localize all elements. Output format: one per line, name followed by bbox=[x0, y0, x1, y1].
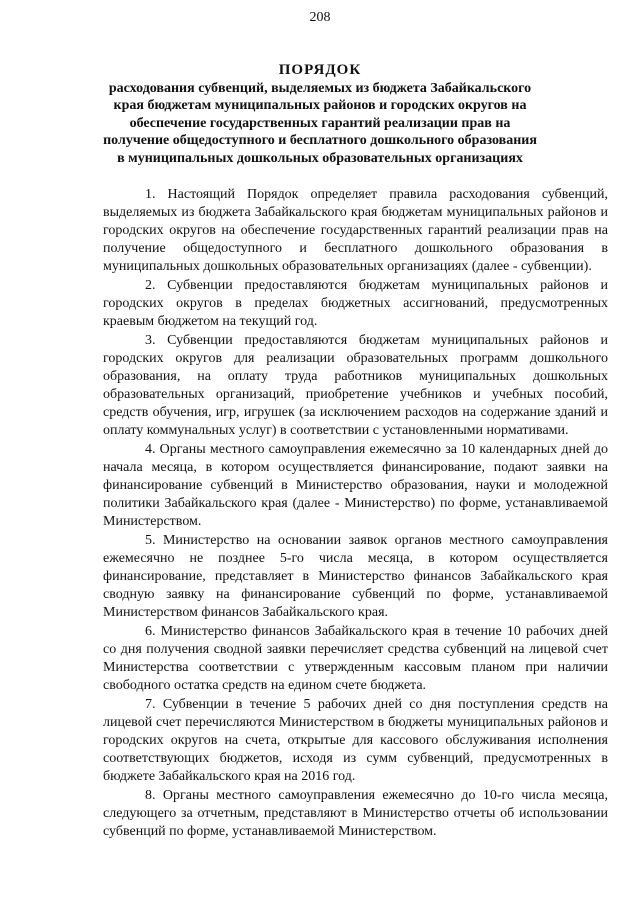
paragraph-3: 3. Субвенции предоставляются бюджетам муниципальных районов и городских округов для реализации образовательных программ дошкольного образования, на оплату труда работников муниципальных дошкольных образовательных организаций, приобретение учебников и учебных пособий, средств обучения, игр, игрушек (за исключением расходов на содержание зданий и оплату коммунальных услуг) в соответствии с установленными нормативами. bbox=[103, 333, 608, 438]
paragraph-6: 6. Министерство финансов Забайкальского края в течение 10 рабочих дней со дня получения сводной заявки перечисляет средства субвенций на лицевой счет Министерства соответствии с утвержденным кассовым планом при наличии свободного остатка средств на едином счете бюджета. bbox=[103, 624, 608, 693]
paragraph-8: 8. Органы местного самоуправления ежемесячно до 10-го числа месяца, следующего за отчетным, представляют в Министерство отчеты об использовании субвенций по форме, устанавливаемой Министерством. bbox=[103, 788, 608, 840]
paragraph-7: 7. Субвенции в течение 5 рабочих дней со дня поступления средств на лицевой счет перечисляются Министерством в бюджеты муниципальных районов и городских округов на счета, открытые для кассового обслуживания исполнения соответствующих бюджетов, исходя из сумм субвенций, предусмотренных в бюджете Забайкальского края на 2016 год. bbox=[103, 697, 608, 784]
paragraph-2: 2. Субвенции предоставляются бюджетам муниципальных районов и городских округов в пределах бюджетных ассигнований, предусмотренных краевым бюджетом на текущий год. bbox=[103, 278, 608, 329]
paragraph-4: 4. Органы местного самоуправления ежемесячно за 10 календарных дней до начала месяца, в котором осуществляется финансирование, подают заявки на финансирование субвенций в Министерство образования, науки и молодежной политики Забайкальского края (далее - Министерство) по форме, устанавливаемой Министерством. bbox=[103, 442, 608, 529]
document-title: ПОРЯДОК bbox=[278, 62, 362, 78]
document-body bbox=[103, 186, 608, 843]
paragraph-5: 5. Министерство на основании заявок органов местного самоуправления ежемесячно не позднее 5-го числа месяца, в котором осуществляется финансирование, представляет в Министерство финансов Забайкальского края сводную заявку на финансирование субвенций по форме, устанавливаемой Министерством финансов Забайкальского края. bbox=[103, 533, 608, 620]
paragraph-1: 1. Настоящий Порядок определяет правила расходования субвенций, выделяемых из бюджета Забайкальского края бюджетам муниципальных районов и городских округов на обеспечение государственных гарантий реализации прав на получение общедоступного и бесплатного дошкольного образования в муниципальных дошкольных образовательных организациях (далее - субвенции). bbox=[103, 187, 608, 274]
document-subtitle: расходования субвенций, выделяемых из бюджета Забайкальского края бюджетам муниципальных районов и городских округов на обеспечение государственных гарантий реализации прав на получение общедоступного и бесплатного дошкольного образования в муниципальных дошкольных образовательных организациях bbox=[103, 81, 537, 166]
page-number: 208 bbox=[309, 10, 331, 25]
document-heading bbox=[100, 61, 540, 167]
